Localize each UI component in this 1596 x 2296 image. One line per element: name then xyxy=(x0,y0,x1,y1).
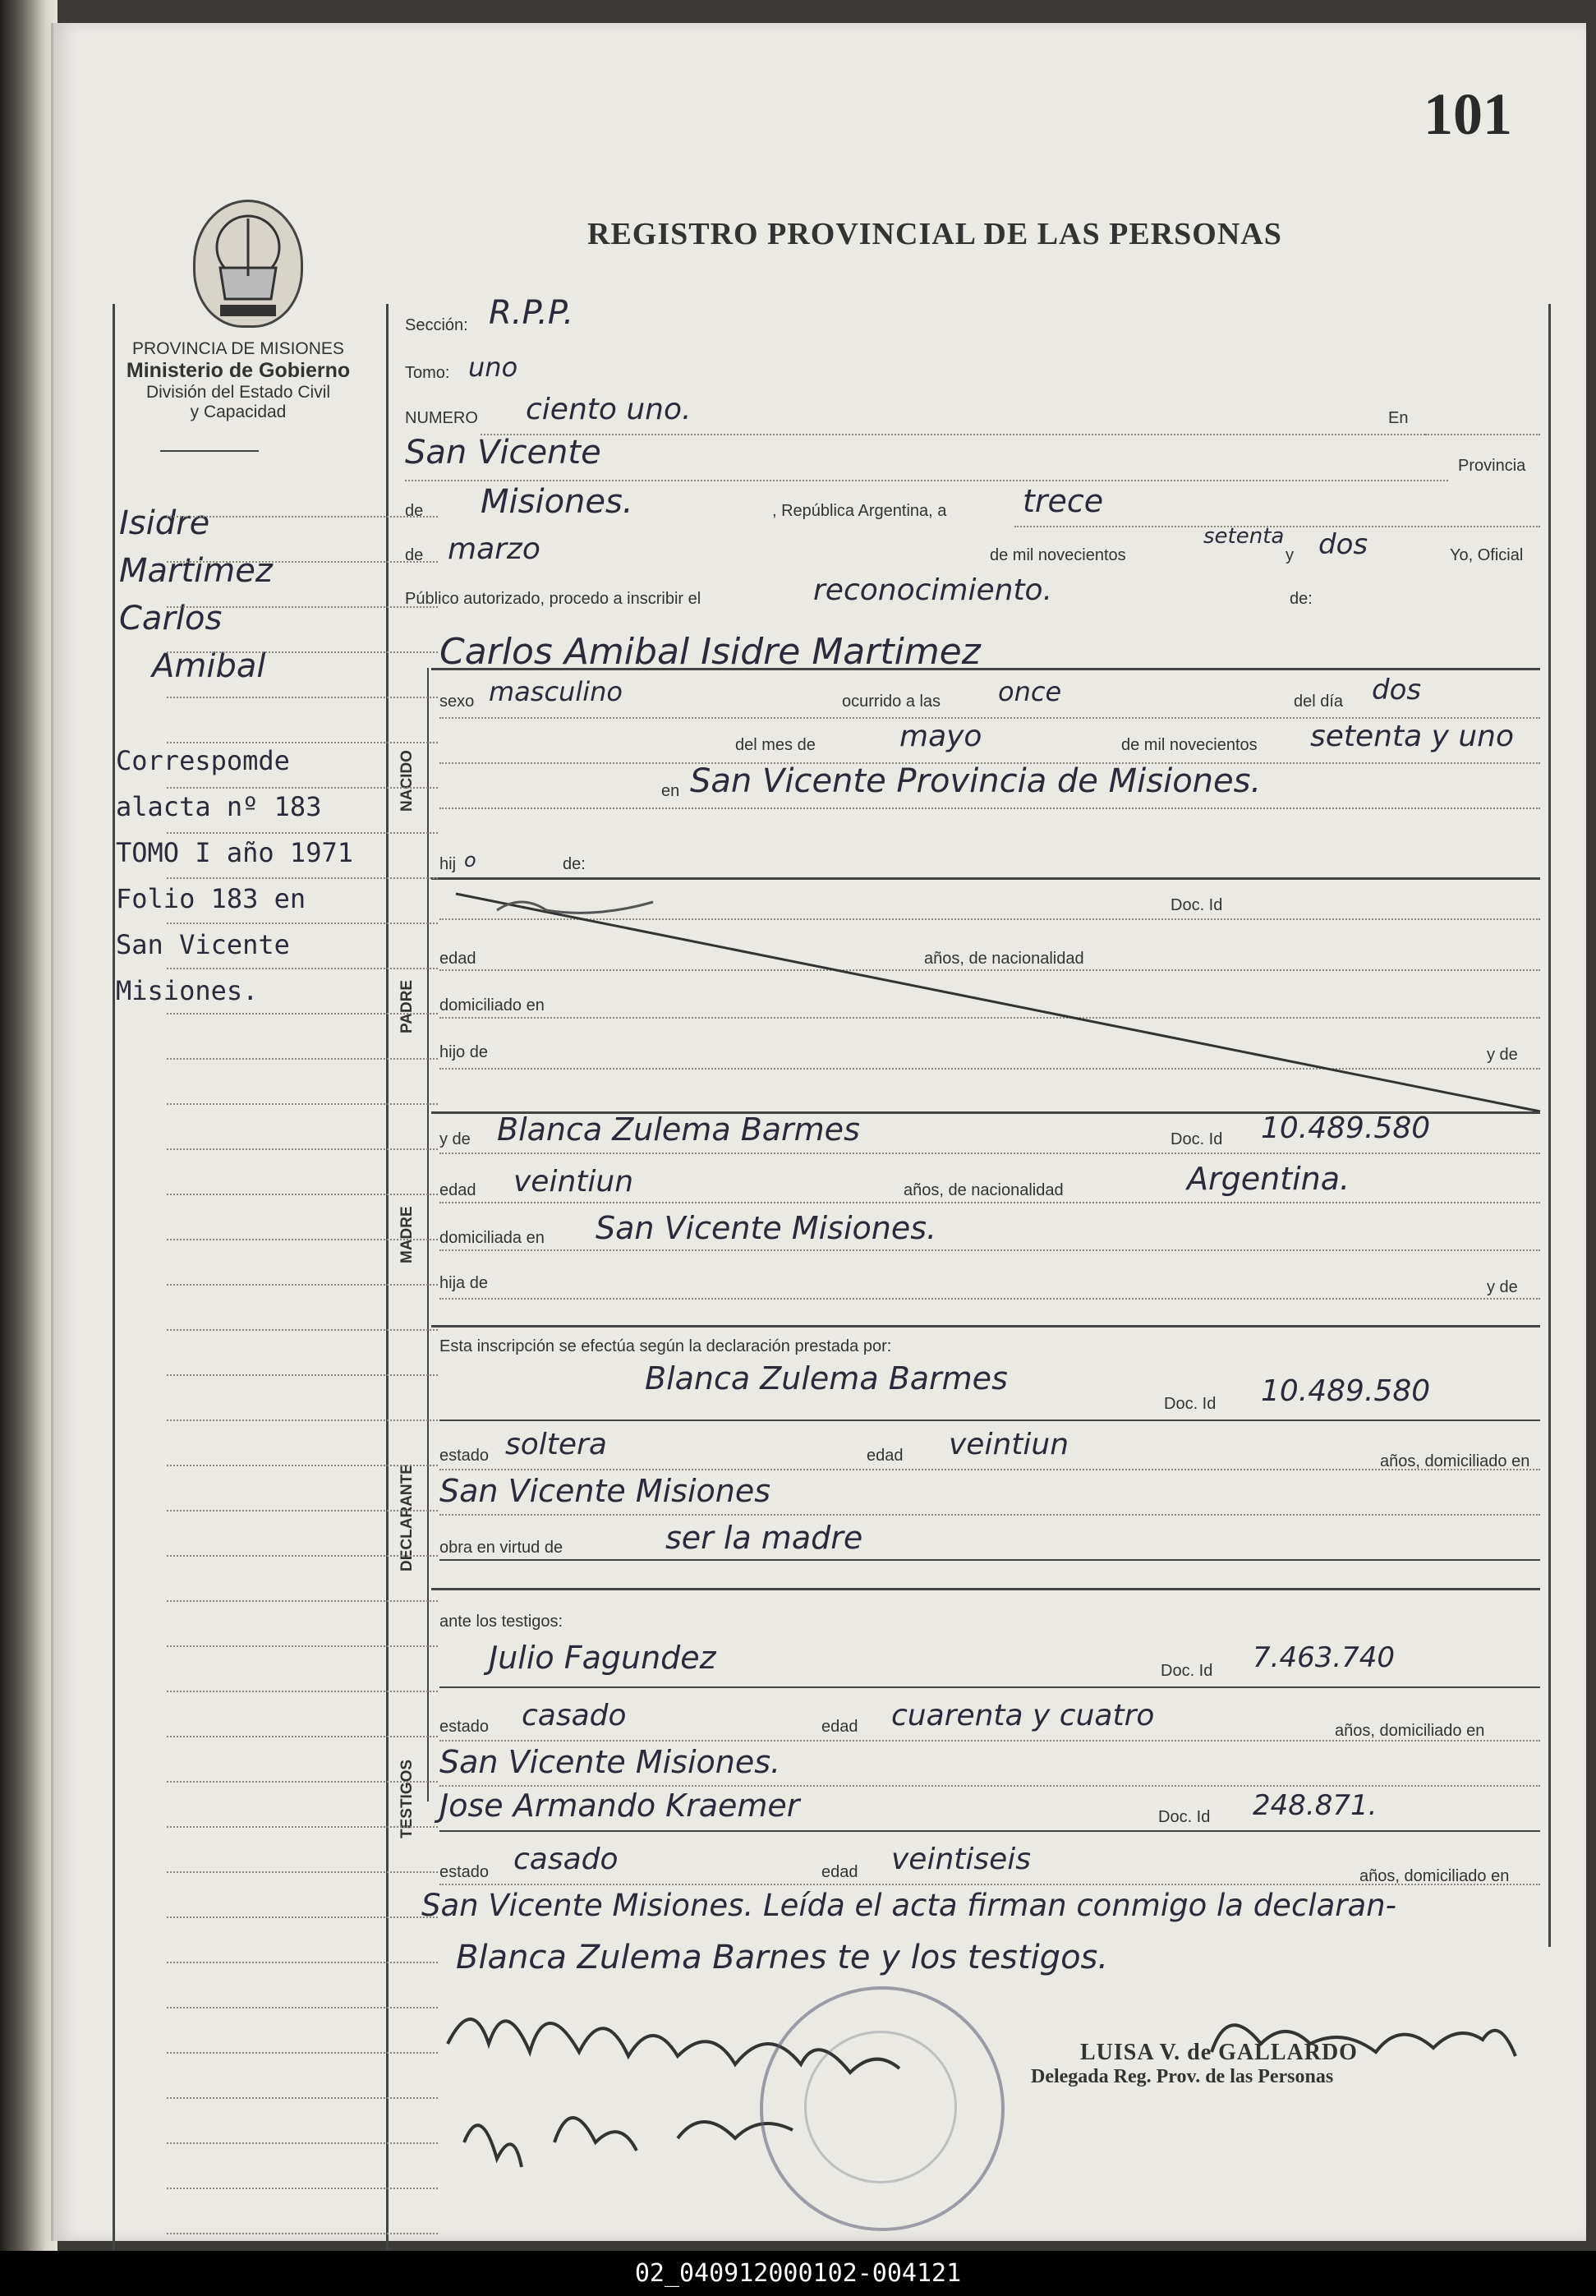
margin-rule-line xyxy=(167,1013,438,1016)
madre-nombre-value: Blanca Zulema Barmes xyxy=(497,1111,860,1148)
ante-testigos-label: ante los testigos: xyxy=(439,1613,563,1631)
seccion-value: R.P.P. xyxy=(489,294,574,332)
decl-estado-label: estado xyxy=(439,1447,490,1465)
decl-edad-value: veintiun xyxy=(949,1428,1069,1461)
t1-anos-label: años, domiciliado en xyxy=(1335,1722,1485,1740)
madre-hija-label: hija de xyxy=(439,1274,488,1292)
page-number: 101 xyxy=(1424,81,1512,147)
numero-line xyxy=(481,434,1425,435)
official-stamp-icon xyxy=(760,1986,1005,2231)
decl-dom-value: San Vicente Misiones xyxy=(439,1473,771,1509)
madre-nac-label: años, de nacionalidad xyxy=(904,1181,1064,1199)
margin-note-line: Misiones. xyxy=(116,975,259,1006)
margin-name-line: Carlos xyxy=(119,600,223,637)
margin-rule-line xyxy=(167,1374,438,1378)
numero-label: NUMERO xyxy=(405,409,478,427)
margin-rule-line xyxy=(167,1465,438,1468)
testigos-top-rule xyxy=(431,1588,1540,1590)
madre-edad-line xyxy=(439,1202,1540,1203)
t2-anos-label: años, domiciliado en xyxy=(1359,1867,1510,1885)
margin-rule-line xyxy=(167,1148,438,1152)
nombre-value: Carlos Amibal Isidre Martimez xyxy=(439,631,981,673)
margin-rule-line xyxy=(167,1555,438,1558)
margin-rule-line xyxy=(167,651,438,655)
padre-edad-label: edad xyxy=(439,950,476,968)
lugar-line xyxy=(405,480,1448,481)
coat-of-arms-icon xyxy=(193,200,303,328)
hijo-suffix: o xyxy=(464,849,476,872)
de-mil-label: de mil novecientos xyxy=(990,546,1126,564)
margin-rule-line xyxy=(167,516,438,519)
margin-rule-line xyxy=(167,1284,438,1287)
margin-rule-line xyxy=(167,1826,438,1829)
madre-nombre-line xyxy=(439,1153,1540,1154)
republica-label: , República Argentina, a xyxy=(772,502,947,520)
t2-doc-value: 248.871. xyxy=(1253,1789,1378,1822)
sexo-line xyxy=(439,717,1540,719)
lugar-nac-line xyxy=(439,808,1540,809)
t2-edad-value: veintiseis xyxy=(891,1843,1032,1876)
closing-line-2: Blanca Zulema Barnes te y los testigos. xyxy=(456,1939,1109,1976)
margin-rule-line xyxy=(167,1600,438,1604)
anio-decada-value: setenta xyxy=(1203,524,1285,549)
margin-rule-line xyxy=(167,923,438,926)
official-name: LUISA V. de GALLARDO xyxy=(1080,2040,1358,2065)
t1-nombre-line xyxy=(439,1686,1540,1688)
t1-estado-value: casado xyxy=(522,1699,627,1732)
acto-value: reconocimiento. xyxy=(813,573,1053,607)
official-signature-block xyxy=(1031,2040,1409,2088)
margin-rule-line xyxy=(167,1736,438,1739)
padre-dom-label: domiciliado en xyxy=(439,996,545,1015)
anio-unidad-value: dos xyxy=(1318,528,1368,561)
margin-name-line: Isidre xyxy=(119,504,210,542)
decl-estado-value: soltera xyxy=(505,1428,607,1461)
madre-y-de-label: y de xyxy=(439,1130,471,1148)
margin-rule-line xyxy=(167,1194,438,1197)
book-binding xyxy=(0,0,57,2259)
madre-dom-label: domiciliada en xyxy=(439,1229,545,1247)
madre-doc-value: 10.489.580 xyxy=(1261,1111,1431,1145)
seccion-label: Sección: xyxy=(405,316,468,334)
sexo-value: masculino xyxy=(489,676,623,707)
publico-label: Público autorizado, procedo a inscribir el xyxy=(405,590,701,608)
dia-value: trece xyxy=(1023,483,1104,519)
page-title: REGISTRO PROVINCIAL DE LAS PERSONAS xyxy=(587,217,1282,251)
t1-estado-line xyxy=(439,1740,1540,1742)
padre-nac-label: años, de nacionalidad xyxy=(924,950,1084,968)
ocurrido-label: ocurrido a las xyxy=(842,692,941,711)
decl-doc-value: 10.489.580 xyxy=(1261,1374,1431,1408)
ministry-block xyxy=(103,339,374,422)
padre-hijo-label: hijo de xyxy=(439,1043,488,1061)
ministry-name: Ministerio de Gobierno xyxy=(126,359,351,382)
margin-rule-line xyxy=(167,697,438,700)
section-declarante: DECLARANTE xyxy=(398,1464,416,1571)
mes-nac-value: mayo xyxy=(899,720,982,753)
anio-nac-value: setenta y uno xyxy=(1310,720,1515,753)
margin-rule-line xyxy=(167,1103,438,1107)
margin-note xyxy=(116,738,353,1014)
section-nacido: NACIDO xyxy=(398,750,416,812)
margin-rule-line xyxy=(167,2142,438,2146)
padre-y-de-label: y de xyxy=(1487,1046,1518,1064)
hijo-label: hij xyxy=(439,855,457,873)
province-name: PROVINCIA DE MISIONES xyxy=(132,339,344,358)
decl-obra-label: obra en virtud de xyxy=(439,1539,563,1557)
decl-edad-label: edad xyxy=(867,1447,904,1465)
section-testigos: TESTIGOS xyxy=(398,1759,416,1838)
madre-edad-value: veintiun xyxy=(513,1165,634,1199)
en-label: En xyxy=(1388,409,1409,427)
del-mes-label: del mes de xyxy=(735,736,816,754)
margin-rule-line xyxy=(167,1916,438,1920)
t1-edad-label: edad xyxy=(821,1718,858,1736)
t2-estado-value: casado xyxy=(513,1843,619,1876)
madre-doc-label: Doc. Id xyxy=(1171,1130,1223,1148)
en-line xyxy=(1425,434,1540,435)
margin-note-line: Folio 183 en xyxy=(116,883,306,914)
de-label-2: de xyxy=(405,546,424,564)
hora-value: once xyxy=(998,676,1062,707)
margin-rule-line xyxy=(167,1962,438,1965)
margin-rule-line xyxy=(167,1691,438,1694)
margin-rule-line xyxy=(167,606,438,610)
margin-note-line: TOMO I año 1971 xyxy=(116,837,353,868)
numero-value: ciento uno. xyxy=(526,393,692,426)
main-frame-right xyxy=(1548,304,1551,1947)
margin-rule-line xyxy=(167,1645,438,1649)
t2-doc-label: Doc. Id xyxy=(1158,1808,1211,1826)
t2-estado-label: estado xyxy=(439,1863,490,1881)
sexo-label: sexo xyxy=(439,692,475,711)
de-colon-label: de: xyxy=(1290,590,1313,608)
provincia-label: Provincia xyxy=(1458,457,1526,475)
image-id-footer: 02_040912000102-004121 xyxy=(0,2251,1596,2296)
margin-rule-line xyxy=(167,2097,438,2100)
sections-rule xyxy=(427,668,429,1801)
margin-rule-line xyxy=(167,832,438,835)
decl-obra-value: ser la madre xyxy=(665,1520,863,1556)
t1-estado-label: estado xyxy=(439,1718,490,1736)
madre-dom-value: San Vicente Misiones. xyxy=(596,1210,937,1246)
provincia-value: Misiones. xyxy=(481,483,633,521)
madre-y-de-label-2: y de xyxy=(1487,1278,1518,1296)
margin-rule-line xyxy=(167,2052,438,2055)
lugar-value: San Vicente xyxy=(405,434,601,472)
t2-edad-label: edad xyxy=(821,1863,858,1881)
tomo-value: uno xyxy=(468,352,518,383)
madre-hija-line xyxy=(439,1298,1540,1300)
margin-rule-line xyxy=(167,2007,438,2010)
margin-rule-line xyxy=(167,1329,438,1332)
yo-oficial-label: Yo, Oficial xyxy=(1450,546,1524,564)
decl-doc-label: Doc. Id xyxy=(1164,1395,1217,1413)
margin-rule-line xyxy=(167,1058,438,1061)
margin-note-line: Correspomde xyxy=(116,745,290,776)
de-mil-label-2: de mil novecientos xyxy=(1121,736,1258,754)
margin-rule-line xyxy=(167,2188,438,2191)
margin-rule-line xyxy=(167,1239,438,1242)
dia-nac-value: dos xyxy=(1372,674,1422,706)
t1-doc-label: Doc. Id xyxy=(1161,1662,1213,1680)
division-name: División del Estado Civil xyxy=(145,383,331,402)
margin-name-line: Amibal xyxy=(152,647,266,685)
witness-signature xyxy=(464,2118,793,2167)
madre-nac-value: Argentina. xyxy=(1187,1161,1350,1197)
t2-nombre-line xyxy=(439,1830,1540,1832)
padre-doc-label: Doc. Id xyxy=(1171,896,1223,914)
margin-rule-line xyxy=(167,877,438,881)
t1-doc-value: 7.463.740 xyxy=(1253,1641,1396,1674)
margin-rule-line xyxy=(167,1510,438,1513)
y-label: y xyxy=(1286,546,1294,564)
margin-rule-line xyxy=(167,742,438,745)
section-padre: PADRE xyxy=(398,979,416,1033)
capacity-name: y Capacidad xyxy=(190,403,287,421)
lugar-nac-value: San Vicente Provincia de Misiones. xyxy=(690,762,1262,800)
margin-rule-line xyxy=(167,2233,438,2236)
declarante-top-rule xyxy=(431,1325,1540,1327)
margin-rule-line xyxy=(167,968,438,971)
decl-obra-line xyxy=(439,1559,1540,1561)
t2-estado-line xyxy=(439,1884,1540,1885)
margin-name xyxy=(119,499,273,690)
esta-inscripcion-label: Esta inscripción se efectúa según la declaración prestada por: xyxy=(439,1337,892,1355)
t1-edad-value: cuarenta y cuatro xyxy=(891,1699,1155,1732)
ministry-underline xyxy=(160,450,259,452)
decl-nombre-value: Blanca Zulema Barmes xyxy=(645,1360,1008,1396)
margin-note-line: alacta nº 183 xyxy=(116,791,322,822)
del-dia-label: del día xyxy=(1294,692,1344,711)
section-madre: MADRE xyxy=(398,1206,416,1263)
madre-edad-label: edad xyxy=(439,1181,476,1199)
signatures xyxy=(431,1978,1581,2175)
mes-value: marzo xyxy=(448,532,540,566)
decl-nombre-line xyxy=(439,1419,1540,1421)
t1-dom-value: San Vicente Misiones. xyxy=(439,1744,781,1780)
margin-rule-line xyxy=(167,1419,438,1423)
hijo-de-label: de: xyxy=(563,855,586,873)
decl-estado-line xyxy=(439,1469,1540,1470)
madre-dom-line xyxy=(439,1249,1540,1251)
decl-anos-label: años, domiciliado en xyxy=(1380,1452,1530,1470)
padre-strike-line xyxy=(439,877,1548,1116)
margin-left-rule xyxy=(113,304,115,2259)
margin-rule-line xyxy=(167,1871,438,1875)
tomo-label: Tomo: xyxy=(405,364,450,382)
closing-line-1: San Vicente Misiones. Leída el acta firman conmigo la declaran- xyxy=(421,1888,1396,1923)
t1-nombre-value: Julio Fagundez xyxy=(489,1640,716,1676)
decl-dom-line xyxy=(439,1514,1540,1516)
en-lower-label: en xyxy=(661,782,680,800)
de-label: de xyxy=(405,502,424,520)
margin-rule-line xyxy=(167,1781,438,1784)
margin-rule-line xyxy=(167,787,438,790)
margin-name-line: Martimez xyxy=(119,552,273,590)
t1-dom-line xyxy=(439,1785,1540,1787)
t2-nombre-value: Jose Armando Kraemer xyxy=(439,1788,800,1824)
margin-rule-line xyxy=(167,561,438,564)
margin-note-line: San Vicente xyxy=(116,929,290,960)
nacido-top-rule xyxy=(431,668,1540,670)
official-role: Delegada Reg. Prov. de las Personas xyxy=(1031,2066,1334,2087)
register-page xyxy=(51,23,1586,2241)
